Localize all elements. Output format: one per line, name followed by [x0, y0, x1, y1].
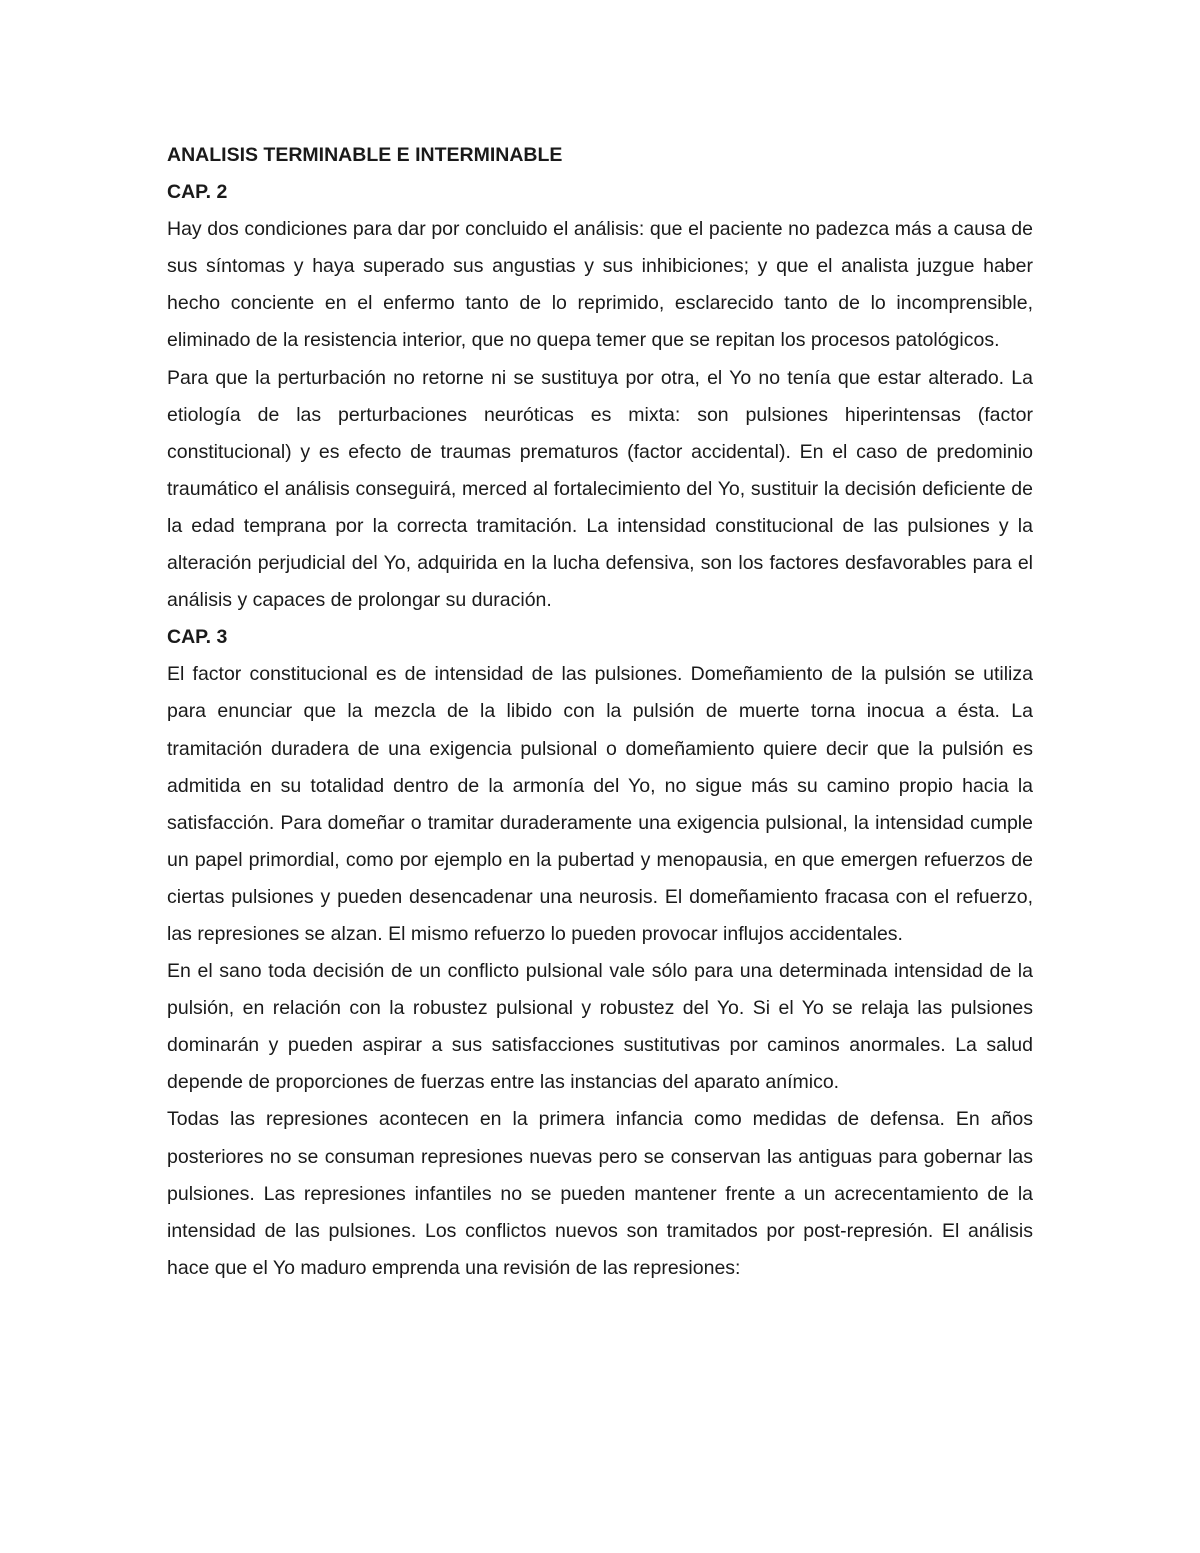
paragraph: En el sano toda decisión de un conflicto pulsional vale sólo para una determinada intensidad de la pulsión, en relación con la robustez pulsional y robustez del Yo. Si el Yo se relaja las pulsiones dominarán y pueden aspirar a sus satisfacciones sustitutivas por caminos anormales. La salud depende de proporciones de fuerzas entre las instancias del aparato anímico. — [167, 960, 1033, 1094]
section-heading-cap-2: CAP. 2 — [167, 181, 228, 204]
paragraph: El factor constitucional es de intensidad de las pulsiones. Domeñamiento de la pulsión se utiliza para enunciar que la mezcla de la libido con la pulsión de muerte torna inocua a ésta. La tramitación duradera de una exigencia pulsional o domeñamiento quiere decir que la pulsión es admitida en su totalidad dentro de la armonía del Yo, no sigue más su camino propio hacia la satisfacción. Para domeñar o tramitar duraderamente una exigencia pulsional, la intensidad cumple un papel primordial, como por ejemplo en la pubertad y menopausia, en que emergen refuerzos de ciertas pulsiones y pueden desencadenar una neurosis. El domeñamiento fracasa con el refuerzo, las represiones se alzan. El mismo refuerzo lo pueden provocar influjos accidentales. — [167, 663, 1033, 945]
paragraph: Para que la perturbación no retorne ni se sustituya por otra, el Yo no tenía que estar alterado. La etiología de las perturbaciones neuróticas es mixta: son pulsiones hiperintensas (factor constitucional) y es efecto de traumas prematuros (factor accidental). En el caso de predominio traumático el análisis conseguirá, merced al fortalecimiento del Yo, sustituir la decisión deficiente de la edad temprana por la correcta tramitación. La intensidad constitucional de las pulsiones y la alteración perjudicial del Yo, adquirida en la lucha defensiva, son los factores desfavorables para el análisis y capaces de prolongar su duración. — [167, 366, 1033, 612]
paragraph: Hay dos condiciones para dar por concluido el análisis: que el paciente no padezca más a causa de sus síntomas y haya superado sus angustias y sus inhibiciones; y que el analista juzgue haber hecho conciente en el enfermo tanto de lo reprimido, esclarecido tanto de lo incomprensible, eliminado de la resistencia interior, que no quepa temer que se repitan los procesos patológicos. — [167, 218, 1033, 352]
document-body — [167, 137, 1033, 1287]
paragraph-last: Todas las represiones acontecen en la primera infancia como medidas de defensa. En años posteriores no se consuman represiones nuevas pero se conservan las antiguas para gobernar las pulsiones. Las represiones infantiles no se pueden mantener frente a un acrecentamiento de la intensidad de las pulsiones. Los conflictos nuevos son tramitados por post-represión. El análisis hace que el Yo maduro emprenda una revisión de las represiones: — [167, 1108, 1033, 1279]
section-heading-cap-3: CAP. 3 — [167, 626, 228, 649]
document-title: ANALISIS TERMINABLE E INTERMINABLE — [167, 144, 563, 166]
